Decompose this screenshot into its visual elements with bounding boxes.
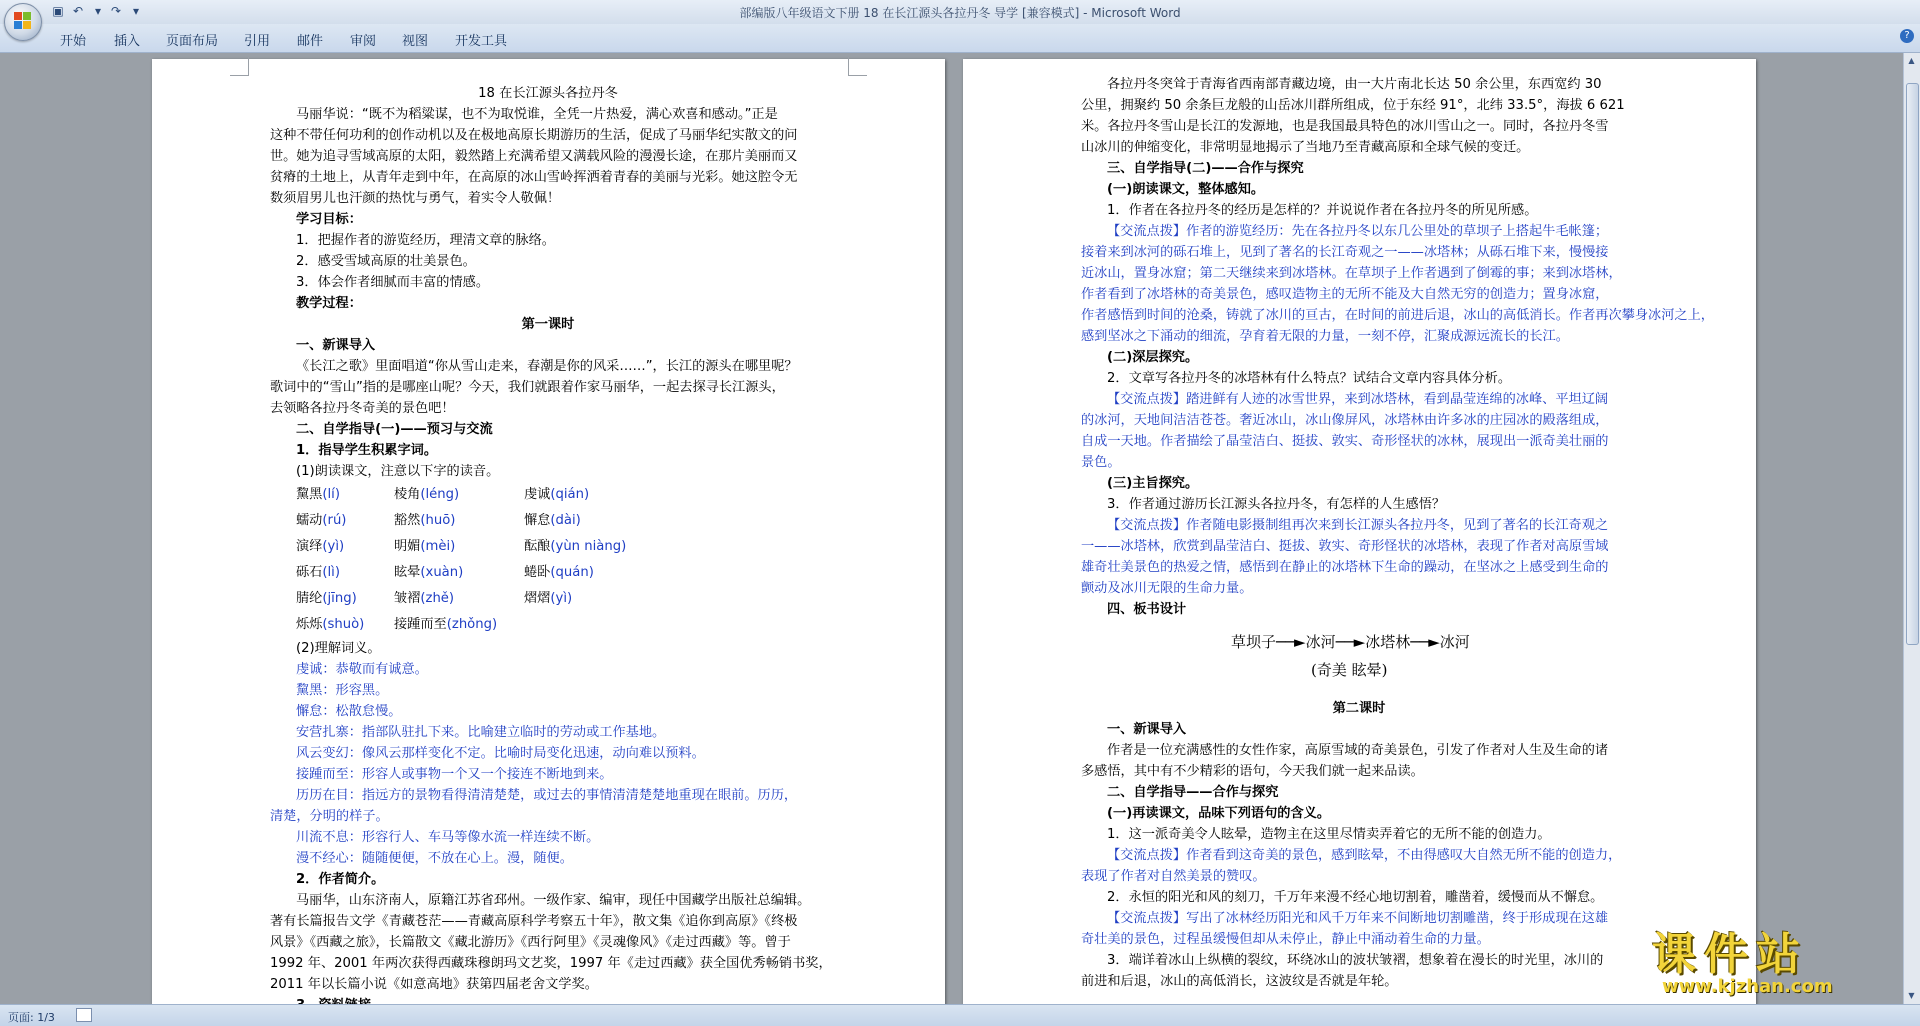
word-cell: 酝酿(yùn niàng) <box>524 539 627 554</box>
help-icon[interactable]: ? <box>1900 29 1914 43</box>
proofing-icon[interactable] <box>76 1008 92 1022</box>
question: 1．这一派奇美令人眩晕，造物主在这里尽情卖弄着它的无所不能的创造力。 <box>1107 827 1551 842</box>
word-cell: 熠熠(yì) <box>524 591 573 606</box>
answer-line: 作者感悟到时间的沧桑，铸就了冰川的亘古，在时间的前进后退，冰山的高低消长。作者再次攀身冰河之上， <box>1081 308 1714 323</box>
question: 2．文章写各拉丹冬的冰塔林有什么特点？试结合文章内容具体分析。 <box>1107 371 1512 386</box>
watermark-url: www.kjzhan.com <box>1662 976 1833 997</box>
office-logo-icon <box>14 12 32 30</box>
answer-line: 【交流点拨】踏进鲜有人迹的冰雪世界，来到冰塔林，看到晶莹连绵的冰峰、平坦辽阔 <box>1107 392 1609 407</box>
question: 3．作者通过游历长江源头各拉丹冬，有怎样的人生感悟？ <box>1107 497 1446 512</box>
board-note: (奇美 眩晕) <box>1311 661 1388 679</box>
definition: 漫不经心：随随便便，不放在心上。漫，随便。 <box>296 851 573 866</box>
word-cell: 豁然(huō) <box>394 513 456 528</box>
word-cell: 接踵而至(zhǒng) <box>394 617 498 632</box>
page-1-text <box>270 83 832 1016</box>
answer-line: 【交流点拨】写出了冰林经历阳光和风千万年来不间断地切割雕凿，终于形成现在这雄 <box>1107 911 1609 926</box>
question: 1．作者在各拉丹冬的经历是怎样的？并说说作者在各拉丹冬的所见所感。 <box>1107 203 1538 218</box>
tab-home[interactable]: 开始 <box>60 34 87 49</box>
answer-line: 【交流点拨】作者看到这奇美的景色，感到眩晕，不由得感叹大自然无所不能的创造力， <box>1107 848 1622 863</box>
crop-mark <box>230 57 249 76</box>
customize-toolbar-icon[interactable]: ▾ <box>132 4 140 18</box>
undo-icon[interactable]: ↶ <box>72 4 84 18</box>
definition: 清楚，分明的样子。 <box>270 809 389 824</box>
goals-title: 学习目标： <box>296 212 362 227</box>
tab-mailings[interactable]: 邮件 <box>297 34 324 49</box>
page-2[interactable] <box>963 59 1756 1019</box>
goal-item: 2．感受雪域高原的壮美景色。 <box>296 254 476 269</box>
word-row <box>270 508 826 534</box>
section-title: 三、自学指导(二)——合作与探究 <box>1107 161 1304 176</box>
tab-page-layout[interactable]: 页面布局 <box>166 34 219 49</box>
word-cell: 蠕动(rú) <box>296 513 347 528</box>
word-cell: 明媚(mèi) <box>394 539 456 554</box>
blackboard-design <box>1231 628 1637 684</box>
scroll-down-icon[interactable]: ▼ <box>1908 991 1915 1000</box>
office-button[interactable] <box>4 3 42 41</box>
author-title: 2．作者简介。 <box>296 872 385 887</box>
answer-line: 颤动及冰川无限的生命力量。 <box>1081 581 1253 596</box>
understand-title: (2)理解词义。 <box>296 641 381 656</box>
page-2-text <box>1081 74 1714 992</box>
intro-line: 各拉丹冬突耸于青海省西南部青藏边境，由一大片南北长达 50 余公里，东西宽约 30 <box>1107 77 1602 92</box>
section-title: 二、自学指导(一)——预习与交流 <box>296 422 493 437</box>
word-row <box>270 586 826 612</box>
intro-line: 这种不带任何功利的创作动机以及在极地高原长期游历的生活，促成了马丽华纪实散文的问 <box>270 128 798 143</box>
status-bar <box>0 1004 1920 1026</box>
intro-line: 贫瘠的土地上，从青年走到中年，在高原的冰山雪岭挥洒着青春的美丽与光彩。她这腔令无 <box>270 170 798 185</box>
definition: 黧黑：形容黑。 <box>296 683 389 698</box>
answer-line: 【交流点拨】作者随电影摄制组再次来到长江源头各拉丹冬，见到了著名的长江奇观之 <box>1107 518 1609 533</box>
answer-line: 接着来到冰河的砾石堆上，见到了著名的长江奇观之一——冰塔林；从砾石堆下来，慢慢接 <box>1081 245 1609 260</box>
word-cell: 虔诚(qián) <box>524 487 590 502</box>
subsection-title: (一)再读课文，品味下列语句的含义。 <box>1107 806 1331 821</box>
lesson-1-title: 第一课时 <box>521 317 575 332</box>
word-cell: 懈怠(dài) <box>524 513 581 528</box>
word-cell: 黧黑(lí) <box>296 487 340 502</box>
crop-mark <box>848 57 867 76</box>
intro-line: 米。各拉丹冬雪山是长江的发源地，也是我国最具特色的冰川雪山之一。同时，各拉丹冬雪 <box>1081 119 1609 134</box>
author-line: 2011 年以长篇小说《如意高地》获第四届老舍文学奖。 <box>270 977 598 992</box>
section-title: 二、自学指导——合作与探究 <box>1107 785 1279 800</box>
tab-references[interactable]: 引用 <box>244 34 271 49</box>
tab-developer[interactable]: 开发工具 <box>455 34 508 49</box>
author-line: 风景》《西藏之旅》，长篇散文《藏北游历》《西行阿里》《灵魂像风》《走过西藏》等。曾于 <box>270 935 791 950</box>
section-title: 四、板书设计 <box>1107 602 1187 617</box>
section-text: 歌词中的“雪山”指的是哪座山呢？今天，我们就跟着作家马丽华，一起去探寻长江源头， <box>270 380 785 395</box>
intro-line: 世。她为追寻雪域高原的太阳，毅然踏上充满希望又满载风险的漫漫长途，在那片美丽而又 <box>270 149 798 164</box>
word-row <box>270 560 826 586</box>
word-row <box>270 482 826 508</box>
answer-line: 作者看到了冰塔林的奇美景色，感叹造物主的无所不能及大自然无穷的创造力；置身冰窟， <box>1081 287 1609 302</box>
section-text: 去领略各拉丹冬奇美的景色吧！ <box>270 401 455 416</box>
subsection-title: (三)主旨探究。 <box>1107 476 1199 491</box>
goal-item: 3．体会作者细腻而丰富的情感。 <box>296 275 490 290</box>
section-text: 多感悟，其中有不少精彩的语句，今天我们就一起来品读。 <box>1081 764 1424 779</box>
goal-item: 1．把握作者的游览经历，理清文章的脉络。 <box>296 233 555 248</box>
definition: 风云变幻：像风云那样变化不定。比喻时局变化迅速，动向难以预料。 <box>296 746 705 761</box>
tab-view[interactable]: 视图 <box>402 34 429 49</box>
watermark-logo <box>1652 918 1912 1002</box>
subsection-title: 1．指导学生积累字词。 <box>296 443 438 458</box>
answer-line: 感到坚冰之下涌动的细流，孕育着无限的力量，一刻不停，汇聚成源远流长的长江。 <box>1081 329 1569 344</box>
subsection-title: (一)朗读课文，整体感知。 <box>1107 182 1265 197</box>
redo-icon[interactable]: ↷ <box>110 4 122 18</box>
author-line: 1992 年、2001 年两次获得西藏珠穆朗玛文艺奖，1997 年《走过西藏》获全国优秀畅销书奖， <box>270 956 832 971</box>
tab-insert[interactable]: 插入 <box>114 34 141 49</box>
word-cell: 烁烁(shuò) <box>296 617 365 632</box>
word-cell: 演绎(yì) <box>296 539 345 554</box>
section-text: 作者是一位充满感性的女性作家，高原雪域的奇美景色，引发了作者对人生及生命的诸 <box>1107 743 1609 758</box>
answer-line: 近冰山，置身冰窟；第二天继续来到冰塔林。在草坝子上作者遇到了倒霉的事；来到冰塔林， <box>1081 266 1622 281</box>
question: 前进和后退，冰山的高低消长，这波纹是否就是年轮。 <box>1081 974 1398 989</box>
question: 2．永恒的阳光和风的刻刀，千万年来漫不经心地切割着，雕凿着，缓慢而从不懈怠。 <box>1107 890 1604 905</box>
ribbon-tab-bar <box>0 24 1920 53</box>
lesson-2-title: 第二课时 <box>1332 701 1386 716</box>
section-text: 《长江之歌》里面唱道“你从雪山走来，春潮是你的风采……”，长江的源头在哪里呢？ <box>296 359 798 374</box>
intro-line: 公里，拥聚约 50 余条巨龙般的山岳冰川群所组成，位于东经 91°，北纬 33.5°，海拔 6 621 <box>1081 98 1625 113</box>
subsection-title: (二)深层探究。 <box>1107 350 1199 365</box>
definition: 安营扎寨：指部队驻扎下来。比喻建立临时的劳动或工作基地。 <box>296 725 666 740</box>
title-bar <box>0 0 1920 25</box>
window-title: 部编版八年级语文下册 18 在长江源头各拉丹冬 导学 [兼容模式] - Microsoft Word <box>739 6 1181 20</box>
word-row <box>270 612 826 638</box>
intro-line: 数须眉男儿也汗颜的热忱与勇气，着实令人敬佩！ <box>270 191 561 206</box>
save-icon[interactable]: ▣ <box>52 4 64 18</box>
definition: 虔诚：恭敬而有诚意。 <box>296 662 428 677</box>
section-title: 一、新课导入 <box>296 338 376 353</box>
word-cell: 砾石(lì) <box>296 565 340 580</box>
scroll-up-icon[interactable]: ▲ <box>1908 56 1915 65</box>
word-row <box>270 534 826 560</box>
board-flow: 草坝子──►冰河──►冰塔林──►冰河 <box>1231 633 1470 651</box>
definition: 接踵而至：形容人或事物一个又一个接连不断地到来。 <box>296 767 613 782</box>
definition: 川流不息：形容行人、车马等像水流一样连续不断。 <box>296 830 600 845</box>
definition: 懈怠：松散怠慢。 <box>296 704 402 719</box>
answer-line: 一——冰塔林，欣赏到晶莹洁白、挺拔、敦实、奇形怪状的冰塔林，表现了作者对高原雪域 <box>1081 539 1609 554</box>
answer-line: 表现了作者对自然美景的赞叹。 <box>1081 869 1266 884</box>
lesson-heading: 18 在长江源头各拉丹冬 <box>478 86 618 101</box>
watermark-title: 课件站 <box>1652 929 1808 980</box>
question: 3．端详着冰山上纵横的裂纹，环绕冰山的波状皱褶，想象着在漫长的时光里，冰川的 <box>1107 953 1604 968</box>
read-title: (1)朗读课文，注意以下字的读音。 <box>296 464 500 479</box>
author-line: 著有长篇报告文学《青藏苍茫——青藏高原科学考察五十年》，散文集《追你到高原》《终极 <box>270 914 798 929</box>
answer-line: 雄奇壮美景色的热爱之情，感悟到在静止的冰塔林下生命的躁动，在坚冰之上感受到生命的 <box>1081 560 1609 575</box>
word-cell: 眩晕(xuàn) <box>394 565 464 580</box>
author-line: 马丽华，山东济南人，原籍江苏省邳州。一级作家、编审，现任中国藏学出版社总编辑。 <box>296 893 811 908</box>
answer-line: 的冰河，天地间洁洁苍苍。奢近冰山，冰山像屏风，冰塔林由许多冰的庄园冰的殿落组成， <box>1081 413 1609 428</box>
page-indicator[interactable]: 页面: 1/3 <box>8 1011 55 1024</box>
undo-dropdown-icon[interactable]: ▾ <box>94 4 102 18</box>
answer-line: 自成一天地。作者描绘了晶莹洁白、挺拔、敦实、奇形怪状的冰林，展现出一派奇美壮丽的 <box>1081 434 1609 449</box>
word-cell: 蜷卧(quán) <box>524 565 594 580</box>
definition: 历历在目：指远方的景物看得清清楚楚，或过去的事情清清楚楚地重现在眼前。历历， <box>296 788 798 803</box>
word-cell: 棱角(léng) <box>394 487 460 502</box>
process-title: 教学过程： <box>296 296 362 311</box>
word-cell: 腈纶(jīng) <box>296 591 357 606</box>
intro-line: 马丽华说：“既不为稻粱谋，也不为取悦谁，全凭一片热爱，满心欢喜和感动。”正是 <box>296 107 778 122</box>
page-1[interactable] <box>152 59 945 1019</box>
intro-line: 山冰川的伸缩变化，非常明显地揭示了当地乃至青藏高原和全球气候的变迁。 <box>1081 140 1530 155</box>
tab-review[interactable]: 审阅 <box>350 34 377 49</box>
answer-line: 奇壮美的景色，过程虽缓慢但却从未停止，静止中涌动着生命的力量。 <box>1081 932 1490 947</box>
answer-line: 景色。 <box>1081 455 1121 470</box>
scroll-thumb[interactable] <box>1906 83 1919 645</box>
answer-line: 【交流点拨】作者的游览经历：先在各拉丹冬以东几公里处的草坝子上搭起牛毛帐篷； <box>1107 224 1609 239</box>
document-area[interactable] <box>0 53 1904 1004</box>
word-cell: 皱褶(zhě) <box>394 591 455 606</box>
vertical-scrollbar[interactable] <box>1903 53 1920 1004</box>
section-title: 一、新课导入 <box>1107 722 1187 737</box>
